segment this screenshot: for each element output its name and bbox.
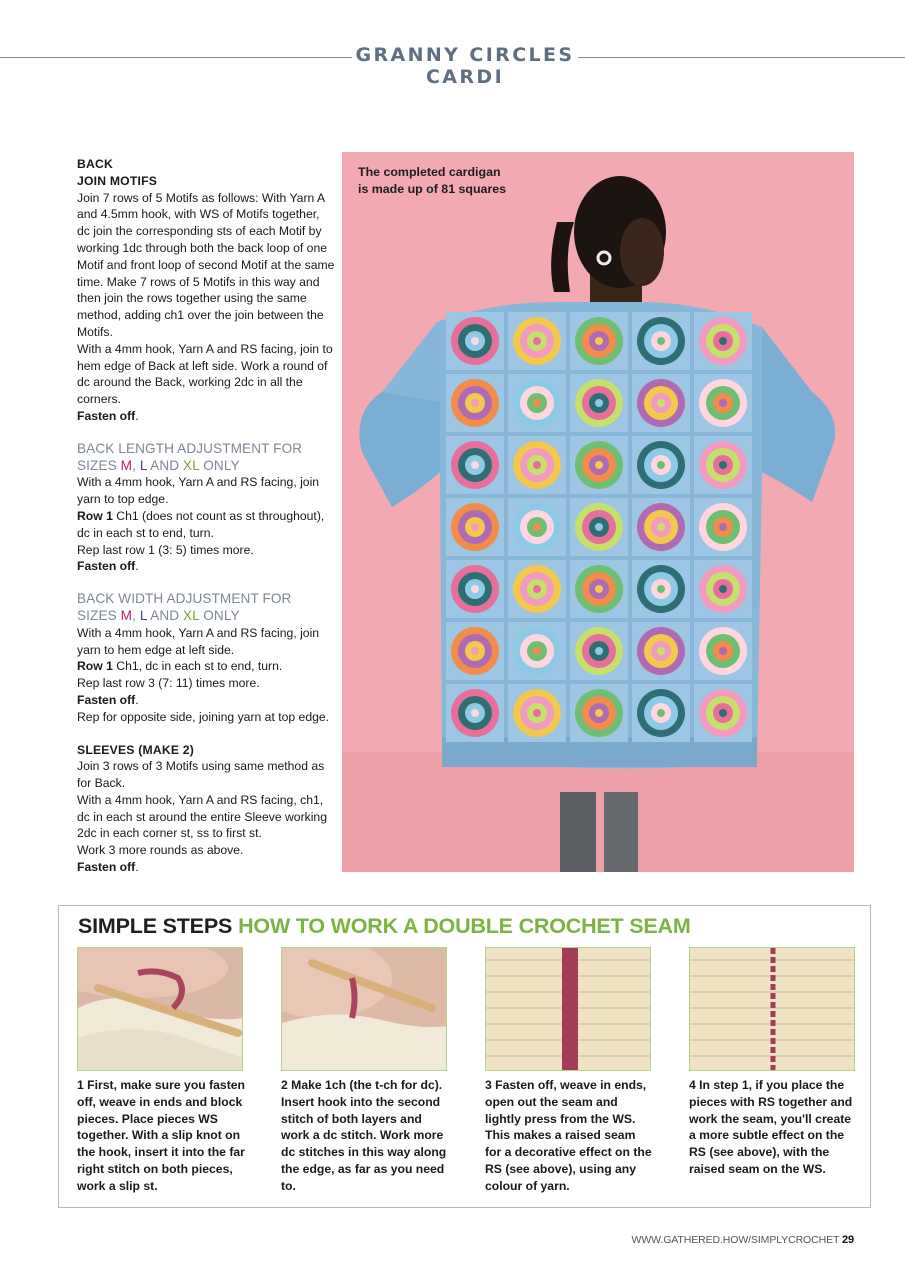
step-1-photo [77, 947, 243, 1071]
length-para-1: With a 4mm hook, Yarn A and RS facing, join yarn to top edge. [77, 475, 320, 507]
length-fasten-off: Fasten off. [77, 559, 139, 574]
step-2-photo [281, 947, 447, 1071]
motif-ring [719, 523, 727, 531]
step-3-photo [485, 947, 651, 1071]
motif-ring [719, 647, 727, 655]
motif-ring [657, 399, 665, 407]
length-row-1: Row 1 Ch1 (does not count as st throughout), dc in each st to end, turn. [77, 508, 325, 540]
motif-ring [719, 461, 727, 469]
motif-ring [471, 337, 479, 345]
motif-ring [595, 461, 603, 469]
width-row-1: Row 1 Ch1, dc in each st to end, turn. [77, 659, 283, 674]
width-adjustment-heading: BACK WIDTH ADJUSTMENT FOR SIZES M, L AND XL ONLY [77, 591, 292, 623]
step-2-text: 2 Make 1ch (the t-ch for dc). Insert hook into the second stitch of both layers and work a dc stitch. Work more dc stitches in this way along the edge, as far as you need to. [281, 1078, 447, 1193]
motif-ring [657, 585, 665, 593]
motif-ring [595, 585, 603, 593]
motif-ring [657, 709, 665, 717]
header-rule-right [578, 57, 905, 58]
header-rule-left [0, 57, 352, 58]
photo-caption: The completed cardigan is made up of 81 squares [358, 165, 507, 196]
motif-ring [471, 585, 479, 593]
pattern-text-column [77, 156, 335, 876]
cardigan-illustration [342, 152, 854, 872]
motif-ring [533, 709, 541, 717]
sleeves-heading: SLEEVES (MAKE 2) [77, 742, 194, 757]
page-title: GRANNY CIRCLES CARDI [355, 44, 575, 88]
step-3-text: 3 Fasten off, weave in ends, open out the seam and lightly press from the WS. This makes a raised seam for a decorative effect on the RS (see above), using any colour of yarn. [485, 1078, 652, 1193]
motif-ring [657, 337, 665, 345]
motif-ring [533, 647, 541, 655]
page-number: 29 [841, 1234, 854, 1246]
motif-ring [533, 399, 541, 407]
motif-ring [657, 461, 665, 469]
step-4-photo [689, 947, 855, 1071]
width-opposite-side: Rep for opposite side, joining yarn at top edge. [77, 709, 330, 724]
motif-ring [471, 709, 479, 717]
simple-steps-box [58, 905, 871, 1208]
join-motifs-heading: JOIN MOTIFS [77, 173, 158, 188]
step-4-text: 4 In step 1, if you place the pieces with RS together and work the seam, you'll create a more subtle effect on the RS (see above), with the raised seam on the WS. [689, 1078, 853, 1176]
motif-ring [595, 523, 603, 531]
motif-ring [595, 337, 603, 345]
sleeves-para-3: Work 3 more rounds as above. [77, 843, 244, 858]
cardigan-photo [342, 152, 854, 872]
footer-url: WWW.GATHERED.HOW/SIMPLYCROCHET [631, 1234, 840, 1246]
motif-ring [471, 461, 479, 469]
width-rep: Rep last row 3 (7: 11) times more. [77, 676, 260, 691]
motif-ring [719, 337, 727, 345]
sleeves-fasten-off: Fasten off. [77, 860, 139, 875]
motif-ring [595, 647, 603, 655]
sleeves-para-2: With a 4mm hook, Yarn A and RS facing, ch1, dc in each st around the entire Sleeve working 2dc in each corner st, ss to first st. [77, 792, 327, 841]
motif-ring [657, 523, 665, 531]
sleeves-para-1: Join 3 rows of 3 Motifs using same method as for Back. [77, 759, 325, 791]
motif-ring [533, 523, 541, 531]
width-para-1: With a 4mm hook, Yarn A and RS facing, join yarn to hem edge at left side. [77, 625, 320, 657]
motif-ring [657, 647, 665, 655]
back-fasten-off: Fasten off. [77, 408, 139, 423]
motif-ring [595, 399, 603, 407]
width-fasten-off: Fasten off. [77, 692, 139, 707]
motif-ring [719, 399, 727, 407]
length-rep: Rep last row 1 (3: 5) times more. [77, 542, 254, 557]
footer [632, 1234, 854, 1246]
motif-ring [471, 523, 479, 531]
back-para-1: Join 7 rows of 5 Motifs as follows: With Yarn A and 4.5mm hook, with WS of Motifs together, dc join the corresponding sts of each Motif by working 1dc through both the back loop of one Motif and front loop of second Motif at the same time. Make 7 rows of 5 Motifs in this way and then join the rows together using the same method, adding ch1 over the join between the Motifs. [77, 190, 335, 339]
motif-ring [533, 337, 541, 345]
motif-ring [471, 647, 479, 655]
motif-ring [533, 461, 541, 469]
back-para-2: With a 4mm hook, Yarn A and RS facing, join to hem edge of Back at left side. Work a round of dc around the Back, working 2dc in all the corners. [77, 341, 333, 407]
motif-ring [471, 399, 479, 407]
motif-ring [719, 709, 727, 717]
motif-ring [719, 585, 727, 593]
motif-ring [595, 709, 603, 717]
back-heading: BACK [77, 157, 114, 171]
length-adjustment-heading: BACK LENGTH ADJUSTMENT FOR SIZES M, L AND XL ONLY [77, 440, 303, 473]
simple-steps-title: SIMPLE STEPS HOW TO WORK A DOUBLE CROCHET SEAM [78, 914, 691, 938]
motif-ring [533, 585, 541, 593]
step-1-text: 1 First, make sure you fasten off, weave in ends and block pieces. Place pieces WS together. With a slip knot on the hook, insert it into the far right stitch on both pieces, work a slip st. [77, 1078, 245, 1193]
